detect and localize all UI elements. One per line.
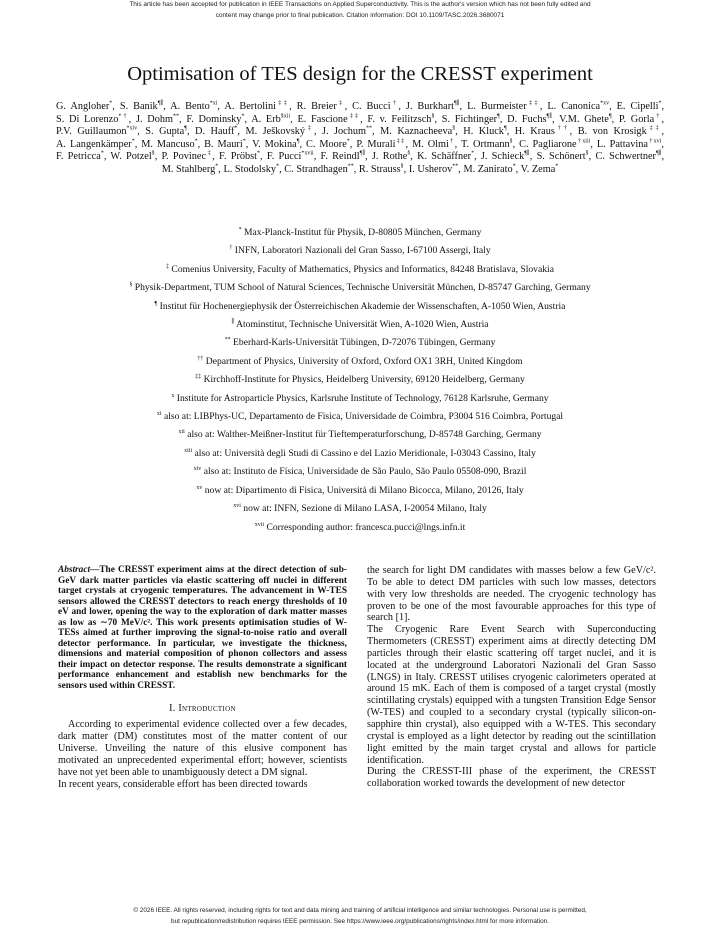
author-name	[417, 151, 474, 162]
publication-notice-line: This article has been accepted for publication in IEEE Transactions on Applied Superconductivity. This is the author's version which has not been fully edited and	[129, 1, 591, 8]
author-name	[547, 101, 609, 112]
author-name	[120, 101, 163, 112]
author-name-text: J. Dohm	[135, 113, 174, 125]
author-name	[56, 126, 137, 137]
affiliation	[40, 482, 680, 500]
affiliation	[40, 371, 680, 389]
author-name-text: C. Pagliarone	[519, 138, 577, 150]
author-affiliation-mark: §	[400, 163, 404, 170]
author-affiliation-mark: **	[347, 163, 354, 170]
author-name-text: E. Cipelli	[616, 101, 659, 112]
author-name	[321, 151, 366, 162]
author-name-text: C. Strandhagen	[284, 163, 348, 175]
author-name	[461, 139, 513, 150]
author-affiliation-mark: §	[431, 113, 435, 120]
affiliation-mark: xiii	[184, 447, 193, 454]
author-name-text: S. Fichtinger	[441, 113, 498, 125]
author-affiliation-mark: *	[131, 138, 135, 145]
author-affiliation-mark: ‡‡	[275, 100, 290, 107]
affiliation-mark: ¶	[154, 300, 158, 307]
author-affiliation-mark: §	[452, 125, 456, 132]
author-name	[578, 126, 662, 137]
affiliation	[40, 261, 680, 279]
author-name-text: S. Gupta	[145, 126, 185, 138]
affiliation-text: now at: Dipartimento di Fisica, Università di Milano Bicocca, Milano, 20126, Italy	[204, 484, 524, 496]
copyright-line: but republication/redistribution requires IEEE permission. See https://www.ieee.org/publications/rights/index.html for more information.	[171, 918, 549, 925]
affiliation	[40, 426, 680, 444]
author-name-text: A. Langenkämper	[56, 138, 132, 150]
author-affiliation-mark: †xiii	[576, 138, 591, 145]
author-name-text: F. Pucci	[266, 151, 302, 163]
author-affiliation-mark: §	[151, 150, 155, 157]
author-name	[245, 126, 313, 137]
author-name	[617, 101, 662, 112]
author-affiliation-mark: ¶	[296, 138, 300, 145]
author-name-text: M. Kaznacheeva	[380, 126, 453, 138]
author-name	[297, 114, 360, 125]
author-name-text: A. Bento	[170, 101, 210, 112]
author-affiliation-mark: ¶	[497, 113, 500, 120]
author-affiliation-mark: ‡	[206, 150, 213, 157]
author-name	[56, 151, 104, 162]
author-affiliation-mark: *	[257, 150, 261, 157]
author-affiliation-mark: *	[234, 125, 238, 132]
author-affiliation-mark: ¶∥	[546, 113, 552, 120]
author-affiliation-mark: ‡	[336, 100, 345, 107]
author-name-text: S. Di Lorenzo	[56, 113, 119, 125]
author-affiliation-mark: *	[276, 163, 280, 170]
author-affiliation-mark: ‡‡	[347, 113, 361, 120]
author-affiliation-mark: **	[366, 125, 373, 132]
author-affiliation-mark: *	[512, 163, 516, 170]
author-name	[223, 164, 279, 175]
author-name	[56, 114, 129, 125]
affiliation-text: also at: Università degli Studi di Cassino e del Lazio Meridionale, I-03043 Cassino, Italy	[194, 447, 536, 459]
author-name	[481, 151, 530, 162]
author-affiliation-mark: *	[346, 138, 350, 145]
affiliation-mark: **	[224, 337, 231, 344]
affiliation-mark: ††	[197, 355, 204, 362]
author-name	[219, 151, 260, 162]
author-affiliation-mark: §xii	[280, 113, 291, 120]
affiliation	[40, 463, 680, 481]
author-name	[515, 126, 570, 137]
affiliation-mark: ∥	[231, 318, 235, 325]
author-name	[284, 164, 354, 175]
affiliation	[40, 224, 680, 242]
abstract-label: Abstract	[58, 565, 91, 575]
abstract-text: —The CRESST experiment aims at the direct detection of sub-GeV dark matter particles via elastic scattering off nuclei in different target crystals at cryogenic temperatures. The advancement in W-TES sensors allowed the CRESST detectors to reach energy thresholds of 10 eV and lower, opening the way to the exploration of dark matter masses as low as ∼70 MeV/c². This work presents optimisation studies of W-TESs aimed at further improving the signal-to-noise ratio and overall detector performance. In particular, we investigate the thickness, dimensions and material composition of phonon collectors and assess their impact on detector response. The results demonstrate a significant performance enhancement and establish new benchmarks for the sensors used within CRESST.	[58, 565, 347, 692]
author-name-text: A. Erb	[251, 113, 281, 125]
affiliation-mark: §	[129, 282, 133, 289]
author-name	[467, 101, 540, 112]
author-affiliation-mark: ¶∥	[655, 150, 662, 157]
author-name-text: P.V. Guillaumon	[56, 126, 127, 138]
author-name	[380, 126, 455, 137]
author-name-text: V. Zema	[520, 163, 556, 175]
author-affiliation-mark: ‡‡	[526, 100, 540, 107]
author-affiliation-mark: *	[242, 138, 246, 145]
author-name-text: F. Dominsky	[186, 113, 242, 125]
paper-title: Optimisation of TES design for the CRESST experiment	[127, 63, 593, 85]
author-name	[297, 101, 345, 112]
author-affiliation-mark: *	[555, 163, 559, 170]
author-affiliation-mark: †	[654, 113, 662, 120]
author-name-text: C. Moore	[305, 138, 347, 150]
author-name-text: B. Mauri	[204, 138, 243, 150]
author-name-text: J. Jochum	[321, 126, 367, 138]
publication-notice-line: content may change prior to final publication. Citation information: DOI 10.1109/TASC.2026.3680071	[215, 12, 505, 19]
affiliation-mark: xiv	[193, 466, 202, 473]
author-affiliation-mark: ‡‡	[395, 138, 406, 145]
affiliation	[40, 353, 680, 371]
author-name	[352, 101, 398, 112]
author-name	[267, 151, 314, 162]
body-paragraph: the search for light DM candidates with masses below a few GeV/c². To be able to detect DM particles with such low masses, detectors with very low thresholds are needed. The cryogenic technology has proven to be one of the most favourable approaches for this type of search [1].	[367, 565, 656, 624]
author-name-text: M. Stahlberg	[161, 163, 216, 175]
author-name-text: W. Potzel	[110, 151, 152, 163]
author-name-text: R. Strauss	[358, 163, 401, 175]
author-name	[186, 114, 244, 125]
author-name-text: K. Schäffner	[417, 151, 472, 163]
author-affiliation-mark: **	[173, 113, 180, 120]
affiliation-text: now at: INFN, Sezione di Milano LASA, I-20054 Milano, Italy	[243, 503, 487, 515]
author-name-text: H. Kraus	[514, 126, 555, 138]
author-name-text: F. v. Feilitzsch	[367, 113, 432, 125]
affiliation-mark: ‡	[166, 263, 170, 270]
affiliation-mark: xv	[196, 484, 203, 491]
author-name	[145, 126, 187, 137]
copyright-footer	[60, 905, 660, 927]
author-name-text: L. Pattavina	[596, 138, 648, 150]
author-affiliation-mark: ¶	[608, 113, 612, 120]
affiliation-text: Max-Planck-Institut für Physik, D-80805 München, Germany	[243, 227, 482, 238]
author-affiliation-mark: ¶∥	[454, 100, 460, 107]
body-paragraph: During the CRESST-III phase of the experiment, the CRESST collaboration worked towards the development of new detector	[367, 766, 656, 790]
author-name	[195, 126, 237, 137]
author-name	[252, 139, 299, 150]
author-name	[322, 126, 372, 137]
author-name-text: M. Olmi	[412, 138, 449, 150]
author-name-text: S. Banik	[119, 101, 158, 112]
affiliation-text: also at: Walther-Meißner-Institut für Tieftemperaturforschung, D-85748 Garching, Germany	[187, 429, 542, 441]
left-column	[58, 565, 347, 790]
author-name-text: A. Bertolini	[224, 101, 276, 112]
author-name-text: P. Murali	[356, 138, 396, 150]
affiliation	[40, 242, 680, 260]
author-name	[372, 151, 410, 162]
author-name-text: R. Breier	[296, 101, 337, 112]
author-affiliation-mark: †	[448, 138, 455, 145]
author-name-text: B. von Krosigk	[577, 126, 647, 138]
author-affiliation-mark: **	[452, 163, 459, 170]
affiliation-mark: x	[171, 392, 175, 399]
author-name-text: D. Hauff	[195, 126, 235, 138]
author-name	[162, 164, 219, 175]
author-affiliation-mark: *	[471, 150, 475, 157]
affiliation-mark: xvii	[254, 521, 265, 528]
author-name-text: F. Reindl	[320, 151, 360, 163]
author-name	[559, 114, 611, 125]
author-affiliation-mark: §	[407, 150, 411, 157]
author-name-text: V.M. Ghete	[559, 113, 609, 125]
author-name	[619, 114, 662, 125]
author-name	[251, 114, 290, 125]
author-affiliation-mark: †xvi	[647, 138, 662, 145]
body-paragraph: The Cryogenic Rare Event Search with Superconducting Thermometers (CRESST) experiment aims at directly detecting DM particles through their elastic scattering off target nuclei, and it is located at the underground Laboratori Nazionali del Gran Sasso (LNGS) in Italy. CRESST utilises cryogenic calorimeters operated at around 15 mK. Each of them is composed of a target crystal (mostly scintillating crystals) equipped with a tungsten Transition Edge Sensor (W-TES) and coupled to a secondary crystal (typically silicon-on-sapphire thin crystal), also equipped with a W-TES. This secondary crystal is employed as a light detector by reading out the scintillation light emitted by the main target crystal and allows for particle identification.	[367, 624, 656, 766]
author-name	[595, 151, 661, 162]
author-name	[463, 164, 515, 175]
author-name-text: M. Mancuso	[141, 138, 195, 150]
author-affiliation-mark: §	[585, 150, 589, 157]
author-affiliation-mark: ¶∥	[524, 150, 530, 157]
author-name	[136, 114, 179, 125]
author-name-text: E. Fascione	[297, 113, 348, 125]
author-name	[463, 126, 506, 137]
author-name	[367, 114, 434, 125]
affiliation-list	[40, 224, 680, 537]
author-affiliation-mark: ¶∥	[359, 150, 366, 157]
copyright-line: © 2026 IEEE. All rights reserved, including rights for text and data mining and training of artificial intelligence and similar technologies. Personal use is permitted,	[133, 907, 587, 914]
author-name	[170, 101, 217, 112]
author-name-text: L. Canonica	[547, 101, 601, 112]
author-name	[507, 114, 552, 125]
author-name-text: T. Ortmann	[460, 138, 510, 150]
author-affiliation-mark: ¶	[503, 125, 507, 132]
affiliation-mark: xii	[178, 429, 185, 436]
affiliation-text: also at: Instituto de Física, Universidade de São Paulo, São Paulo 05508-090, Brazil	[203, 466, 527, 478]
affiliation-text: Institut für Hochenergiephysik der Österreichischen Akademie der Wissenschaften, A-1050 Wien, Austria	[159, 300, 566, 312]
author-name	[442, 114, 500, 125]
author-affiliation-mark: ‡	[305, 125, 314, 132]
affiliation-text: Kirchhoff-Institute for Physics, Heidelberg University, 69120 Heidelberg, Germany	[203, 374, 525, 386]
author-name-text: D. Fuchs	[507, 113, 547, 125]
author-name-text: P. Gorla	[618, 113, 655, 125]
affiliation-text: Corresponding author: francesca.pucci@lngs.infn.it	[266, 521, 466, 533]
author-name	[521, 164, 559, 175]
author-name-text: P. Povinec	[161, 151, 207, 163]
author-affiliation-mark: §	[509, 138, 513, 145]
affiliation-mark: *	[238, 226, 242, 233]
author-name	[224, 101, 289, 112]
author-name	[406, 101, 460, 112]
author-affiliation-mark: ¶	[184, 125, 187, 132]
affiliation	[40, 390, 680, 408]
affiliation	[40, 500, 680, 518]
author-name-text: H. Kluck	[463, 126, 504, 138]
affiliation-mark: xi	[156, 410, 162, 417]
author-name-text: C. Schwertner	[595, 151, 656, 163]
affiliation-mark: xvi	[233, 502, 241, 509]
author-affiliation-mark: †	[390, 100, 399, 107]
author-name	[204, 139, 246, 150]
affiliation-text: Department of Physics, University of Oxford, Oxford OX1 3RH, United Kingdom	[205, 355, 523, 367]
author-name-text: L. Stodolsky	[223, 163, 277, 175]
author-name	[409, 164, 458, 175]
author-name	[412, 139, 455, 150]
author-name	[56, 101, 112, 112]
author-name-text: F. Pröbst	[219, 151, 258, 163]
author-name	[537, 151, 589, 162]
author-name-text: J. Schieck	[480, 151, 525, 163]
author-affiliation-mark: *xv	[600, 100, 610, 107]
author-name	[110, 151, 154, 162]
right-column	[367, 565, 656, 790]
author-affiliation-mark: *	[100, 150, 104, 157]
affiliation-text: Physik-Department, TUM School of Natural Sciences, Technische Universität München, D-85747 Garching, Germany	[134, 282, 591, 294]
section-heading: I. Introduction	[169, 702, 236, 714]
author-affiliation-mark: ¶∥	[157, 100, 164, 107]
affiliation-text: Institute for Astroparticle Physics, Karlsruhe Institute of Technology, 76128 Karlsruhe, Germany	[176, 392, 549, 404]
author-name	[356, 139, 405, 150]
author-affiliation-mark: *†	[118, 113, 129, 120]
author-name-text: M. Ješkovský	[245, 126, 306, 138]
author-name	[359, 164, 404, 175]
author-name	[519, 139, 590, 150]
author-name-text: M. Zanirato	[463, 163, 513, 175]
intro-paragraph: In recent years, considerable effort has been directed towards	[58, 778, 308, 790]
author-affiliation-mark: *	[241, 113, 245, 120]
affiliation	[40, 408, 680, 426]
affiliation-mark: ‡‡	[195, 374, 202, 381]
author-affiliation-mark: *	[109, 100, 113, 107]
affiliation-text: also at: LIBPhys-UC, Departamento de Fisica, Universidade de Coimbra, P3004 516 Coimbra, Portugal	[163, 411, 564, 423]
affiliation-text: Eberhard-Karls-Universität Tübingen, D-72076 Tübingen, Germany	[233, 337, 496, 349]
affiliation-mark: †	[229, 245, 233, 252]
author-name	[56, 139, 135, 150]
author-affiliation-mark: ††	[554, 125, 570, 132]
author-name-text: F. Petricca	[56, 151, 101, 163]
abstract	[58, 565, 347, 692]
author-affiliation-mark: *	[194, 138, 198, 145]
affiliation-text: Comenius University, Faculty of Mathematics, Physics and Informatics, 84248 Bratislava, Slovakia	[171, 263, 554, 275]
author-name-text: J. Rothe	[371, 151, 408, 163]
affiliation-text: Atominstitut, Technische Universität Wien, A-1020 Wien, Austria	[236, 319, 489, 331]
affiliation	[40, 445, 680, 463]
author-name	[597, 139, 662, 150]
author-name	[161, 151, 212, 162]
affiliation	[40, 298, 680, 316]
author-name-text: J. Burkhart	[405, 101, 455, 112]
author-affiliation-mark: ‡‡	[646, 125, 662, 132]
publication-notice	[60, 0, 660, 21]
author-affiliation-mark: *xi	[209, 100, 218, 107]
affiliation	[40, 334, 680, 352]
affiliation	[40, 316, 680, 334]
author-name-text: G. Angloher	[56, 101, 110, 112]
affiliation	[40, 519, 680, 537]
author-affiliation-mark: *xvii	[301, 150, 314, 157]
author-name-text: C. Bucci	[352, 101, 391, 112]
author-name-text: I. Usherov	[408, 163, 453, 175]
author-affiliation-mark: *	[215, 163, 219, 170]
intro-paragraph: According to experimental evidence collected over a few decades, dark matter (DM) constitutes most of the matter content of our Universe. Unveiling the nature of this elusive component has motivated an unprecedented experimental effort; however, scientists have not yet been able to unambiguously detect a DM signal.	[58, 719, 347, 778]
affiliation	[40, 279, 680, 297]
author-affiliation-mark: *xiv	[126, 125, 138, 132]
author-name	[141, 139, 197, 150]
author-name-text: L. Burmeister	[467, 101, 527, 112]
author-name-text: S. Schönert	[536, 151, 586, 163]
author-list: G. Angloher*, S. Banik¶∥, A. Bento$^{*xi}$, A. Bertolini‡‡, R. Breier‡, C. Bucci†, J. Burkhart¶∥, L. Burmeister‡‡, L. Canonica$^{*xv}$, E. Cipelli*, S. Di Lorenzo*†, J. Dohm**, F. Dominsky*, A. Erb$^{\S xii}$, E. Fascione‡‡, F. v. Feilitzsch§, S. Fichtinger¶, D. Fuchs¶∥, V.M. Ghete¶, P. Gorla†, P.V. Guillaumon$^{*xiv}$, S. Gupta¶, D. Hauff*, M. Ješkovský‡, J. Jochum**, M. Kaznacheeva§, H. Kluck¶, H. Kraus††, B. von Krosigk‡‡, A. Langenkämper*, M. Mancuso*, B. Mauri*, V. Mokina¶, C. Moore*, P. Murali‡‡, M. Olmi†, T. Ortmann§, C. Pagliarone$^{\dagger xiii}$, L. Pattavina$^{\dagger xvi}$, F. Petricca*, W. Potzel§, P. Povinec‡, F. Pröbst*, F. Pucci$^{*xvii}$, F. Reindl¶∥, J. Rothe§, K. Schäffner*, J. Schieck¶∥, S. Schönert§, C. Schwertner¶∥, M. Stahlberg*, L. Stodolsky*, C. Strandhagen**, R. Strauss§, I. Usherov**, M. Zanirato*, V. Zema*	[56, 100, 665, 175]
author-affiliation-mark: *	[658, 100, 662, 107]
author-name	[306, 139, 350, 150]
author-name-text: V. Mokina	[252, 138, 297, 150]
affiliation-text: INFN, Laboratori Nazionali del Gran Sasso, I-67100 Assergi, Italy	[234, 245, 491, 257]
